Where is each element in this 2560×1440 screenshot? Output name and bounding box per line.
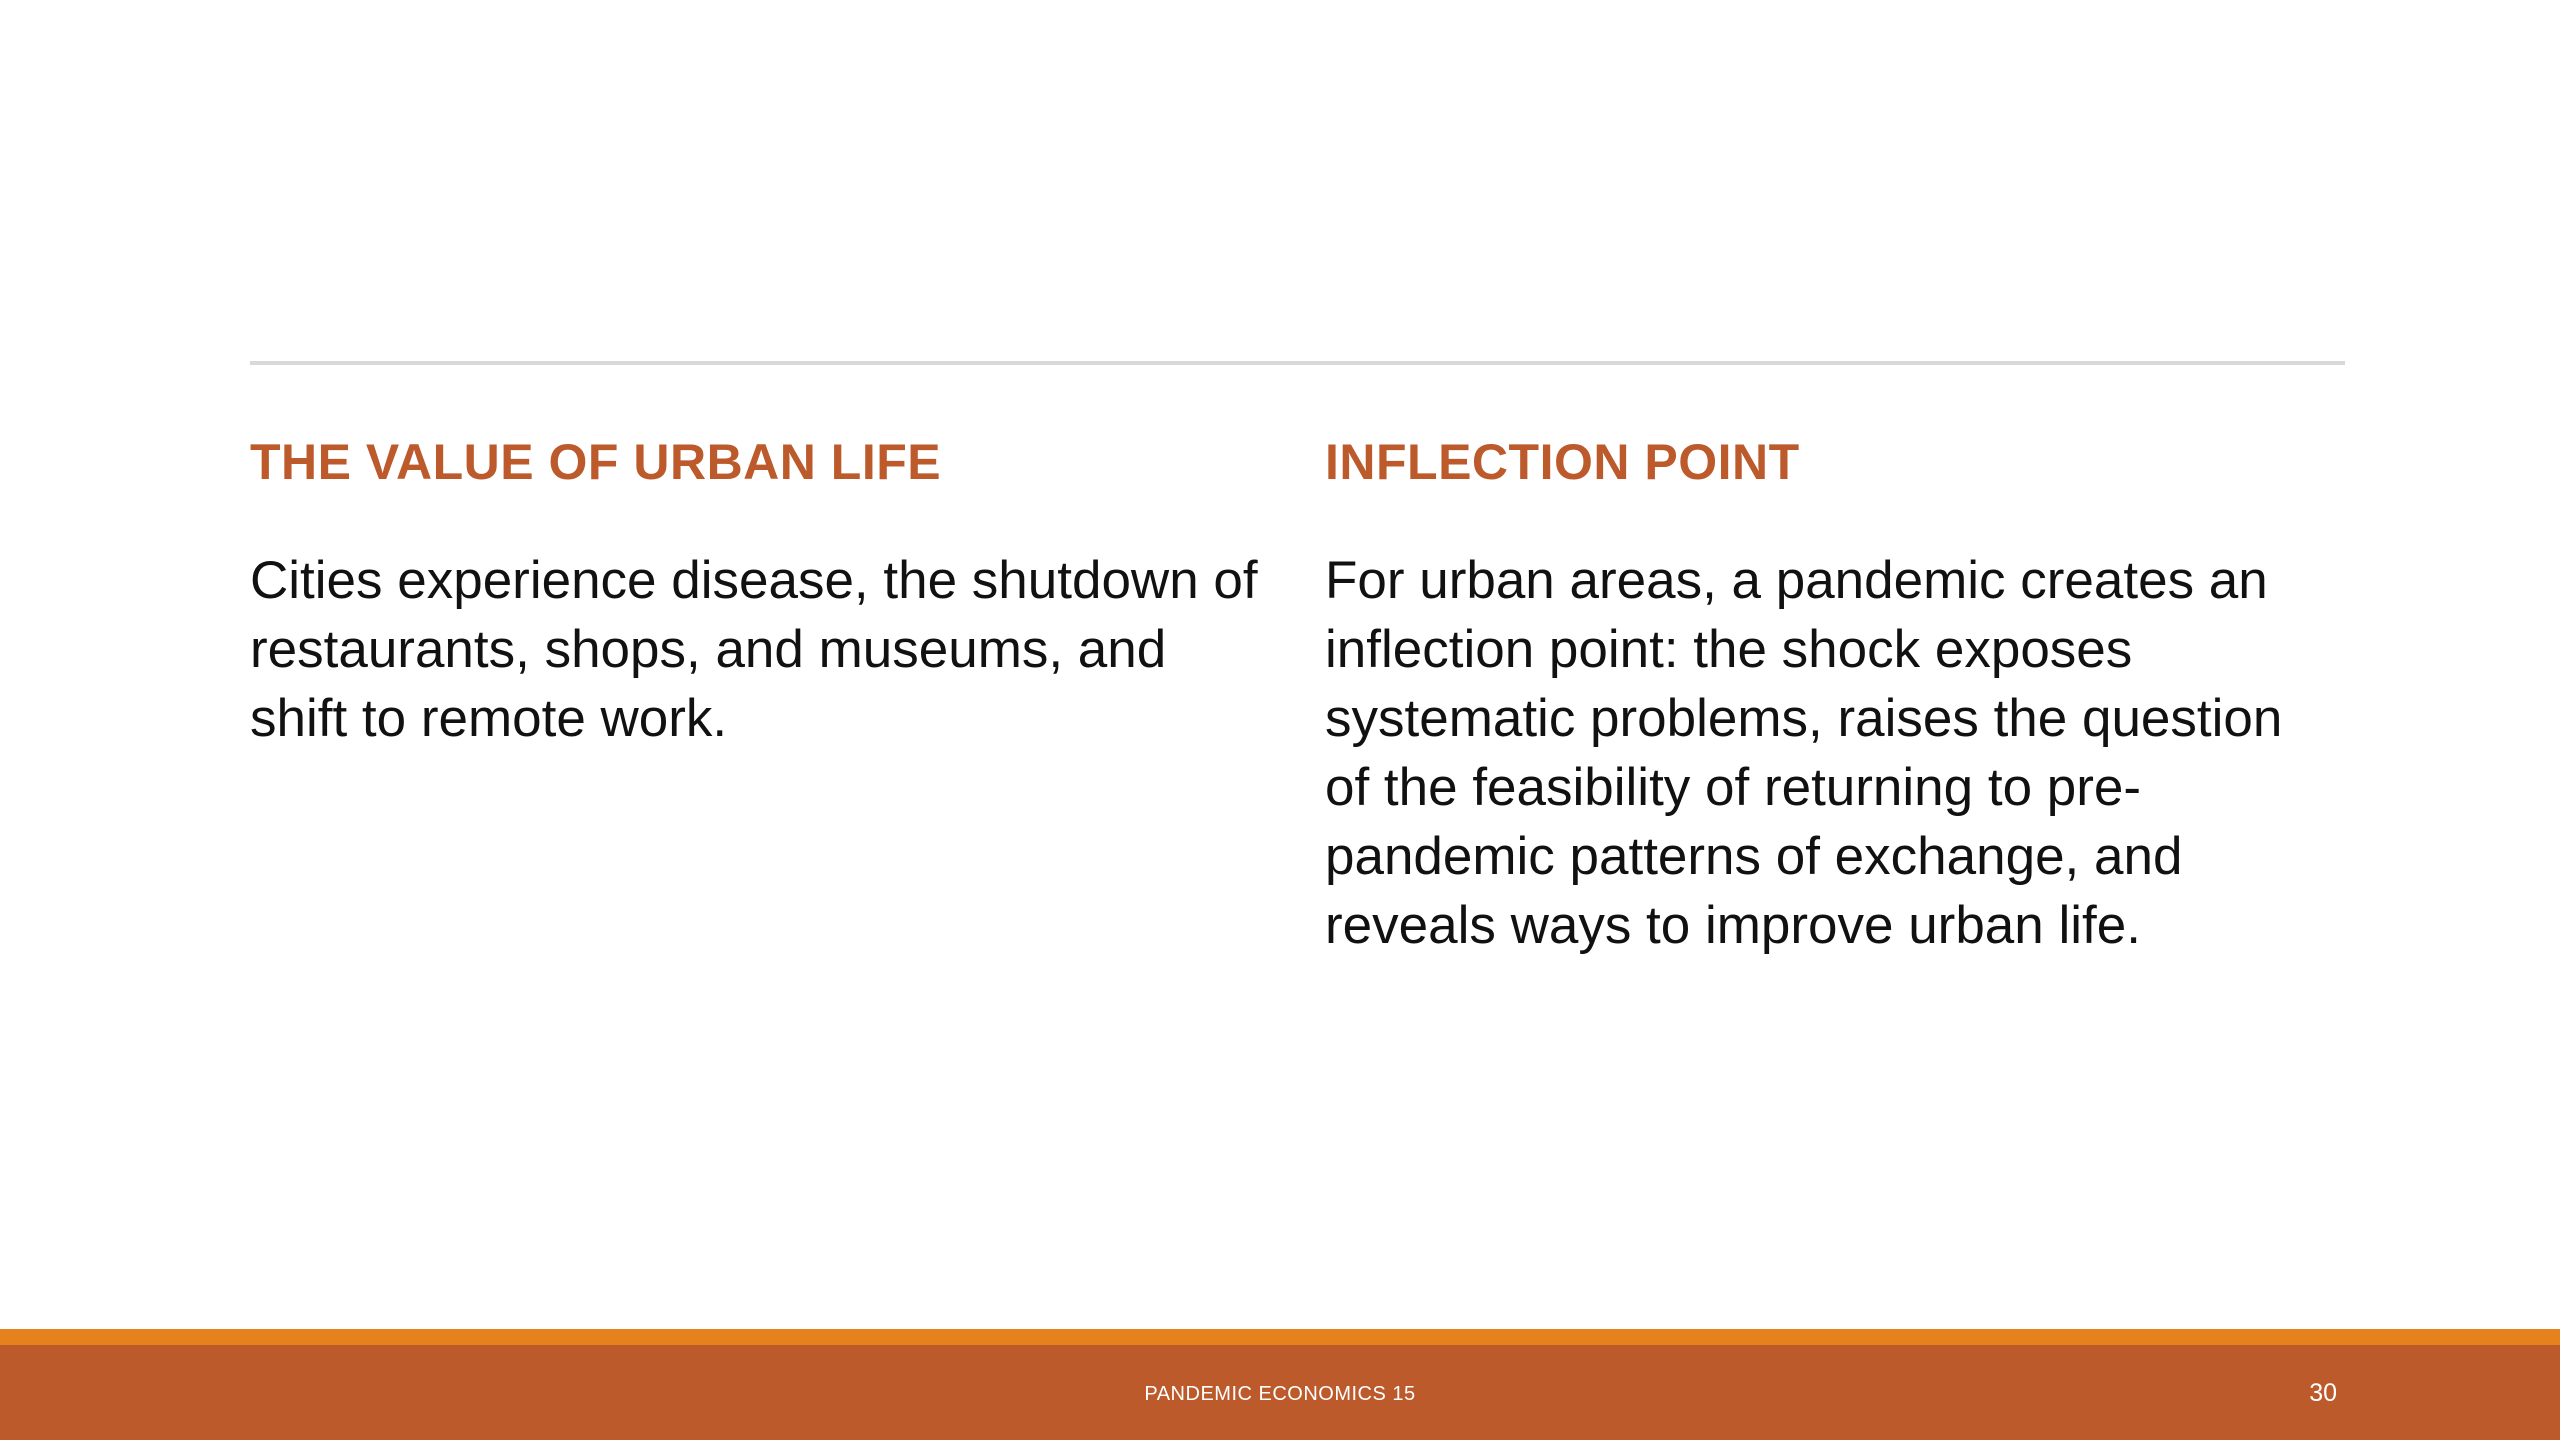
left-column-body: Cities experience disease, the shutdown of restaurants, shops, and museums, and shift to remote work. [250,551,1258,748]
left-column [250,425,1260,753]
right-column-body: For urban areas, a pandemic creates an inflection point: the shock exposes systematic problems, raises the question of the feasibility of returning to pre-pandemic patterns of exchange, and reveals ways to improve urban life. [1325,551,2283,955]
right-column [1325,425,2335,960]
right-column-heading: INFLECTION POINT [1325,434,1800,490]
footer-text: PANDEMIC ECONOMICS 15 [1144,1383,1416,1405]
title-divider [250,361,2345,365]
slide-number: 30 [2309,1379,2337,1407]
left-column-heading: THE VALUE OF URBAN LIFE [250,434,942,490]
footer-accent-stripe [0,1329,2560,1345]
